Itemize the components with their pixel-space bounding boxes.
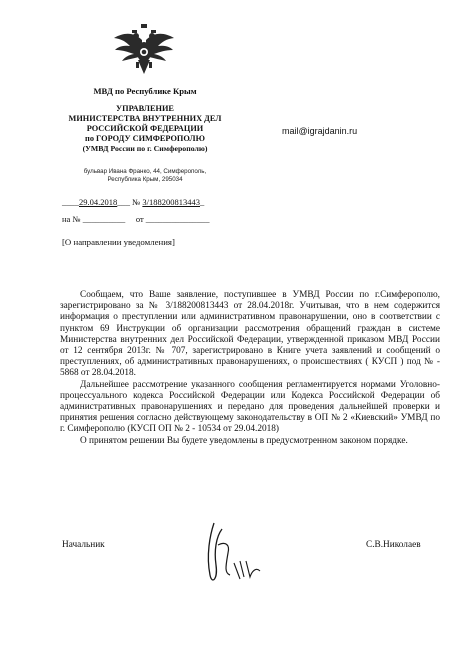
letter-body — [60, 290, 440, 447]
registration-number: 3/188200813443 — [142, 197, 200, 207]
signer-name: С.В.Николаев — [366, 540, 421, 550]
registration-date: 29.04.2018 — [79, 197, 118, 207]
handwritten-signature — [200, 515, 280, 595]
reference-line: на № __________ от _______________ — [62, 214, 210, 224]
reference-number-label: на № — [62, 214, 81, 224]
registration-number-label: № — [132, 197, 141, 207]
body-paragraph-2: Дальнейшее рассмотрение указанного сообщения регламентируется нормами Уголовно-процессуального кодекса Российской Федерации или Кодекса Российской Федерации об административных правонарушениях и передано для проведения дальнейшей проверки и принятия решения согласно действующему законодательству в ОП № 2 «Киевский» УМВД по г. Симферополю (КУСП ОП № 2 - 10534 от 29.04.2018) — [60, 379, 440, 435]
org-line-1: УПРАВЛЕНИЕ — [116, 104, 174, 113]
reference-from-label: от — [135, 214, 144, 224]
org-line-4: по ГОРОДУ СИМФЕРОПОЛЮ — [85, 134, 205, 143]
body-paragraph-3: О принятом решении Вы будете уведомлены в предусмотренном законом порядке. — [80, 435, 408, 446]
body-paragraph-1: Сообщаем, что Ваше заявление, поступившее в УМВД России по г.Симферополю, зарегистрировано за № 3/188200813443 от 28.04.2018г. Учитывая, что в нем содержится информация о преступлении или административном правонарушении, оно в соответствии с пунктом 69 Инструкции об организации рассмотрения обращений граждан в системе Министерства внутренних дел Российской Федерации, утвержденной приказом МВД России от 12 сентября 2013г. № 707, зарегистрировано в Книге учета заявлений и сообщений о преступлениях, об административных правонарушениях, о происшествиях ( КУСП ) под № - 5868 от 28.04.2018. — [60, 290, 440, 379]
double-headed-eagle-icon — [112, 22, 176, 78]
org-line-2: МИНИСТЕРСТВА ВНУТРЕННИХ ДЕЛ — [68, 114, 222, 123]
registration-line: ____29.04.2018___ № 3/188200813443_ — [62, 197, 205, 207]
agency-short-name: МВД по Республике Крым — [93, 86, 197, 96]
recipient-email: mail@igrajdanin.ru — [282, 126, 358, 136]
address-line-1: бульвар Ивана Франко, 44, Симферополь, — [83, 168, 207, 175]
org-line-3: РОССИЙСКОЙ ФЕДЕРАЦИИ — [86, 124, 204, 133]
signer-title: Начальник — [62, 540, 105, 550]
address-line-2: Республика Крым, 295034 — [107, 176, 183, 183]
subject-line: [О направлении уведомления] — [62, 237, 175, 247]
org-line-5: (УМВД России по г. Симферополю) — [82, 144, 208, 153]
